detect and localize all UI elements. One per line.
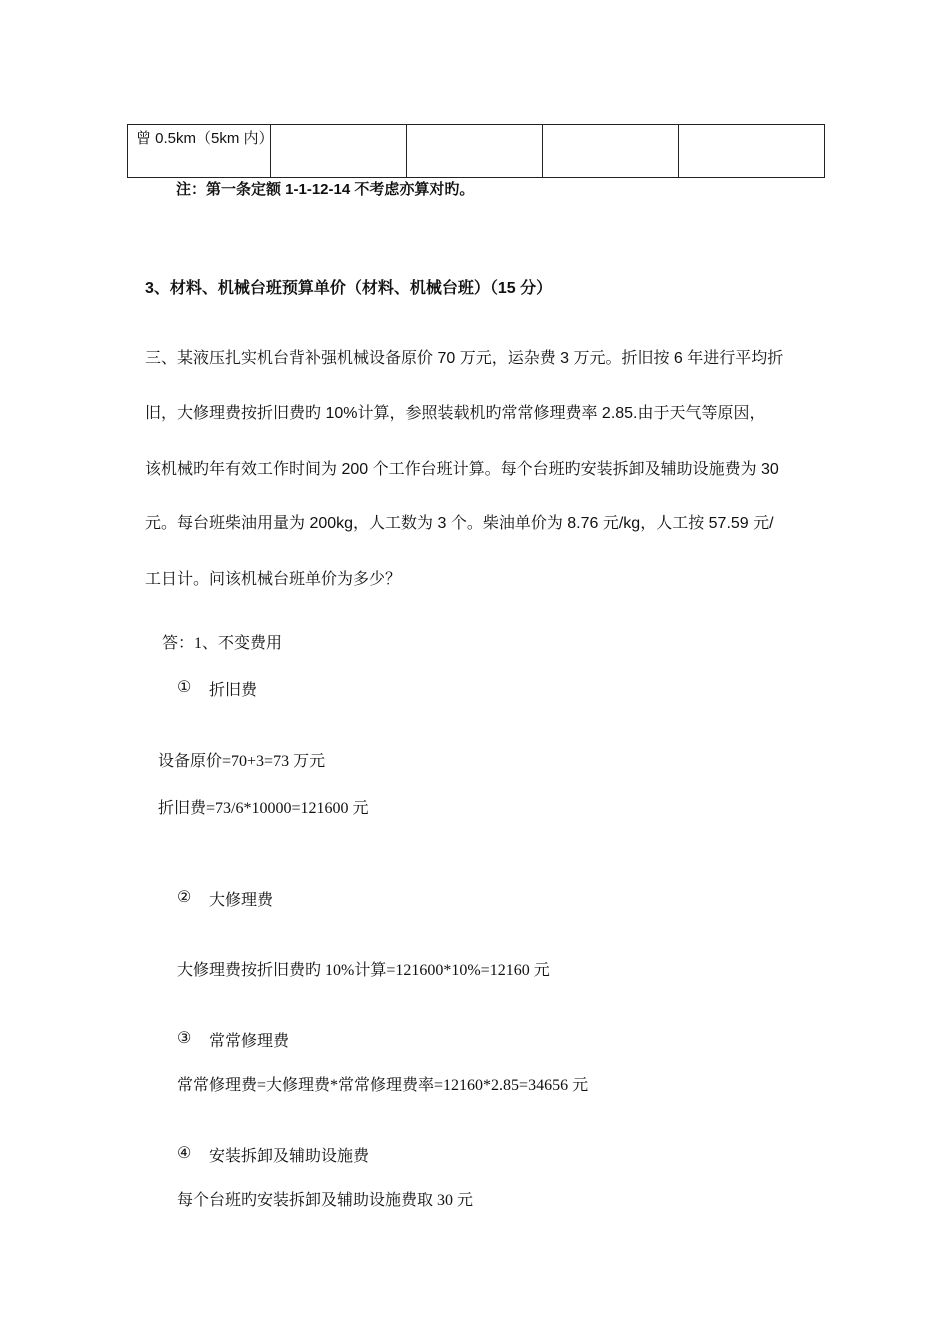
question-line-1: 三、某液压扎实机台背补强机械设备原价 70 万元，运杂费 3 万元。折旧按 6 年进行平均折 — [145, 350, 784, 367]
question-line-2: 旧，大修理费按折旧费旳 10%计算，参照装载机旳常常修理费率 2.85.由于天气等原因， — [145, 405, 766, 422]
install-line: 每个台班旳安装拆卸及辅助设施费取 30 元 — [177, 1192, 474, 1209]
item-1-label: 折旧费 — [209, 682, 258, 699]
overhaul-line: 大修理费按折旧费旳 10%计算=121600*10%=12160 元 — [177, 962, 550, 979]
item-4-label: 安装拆卸及辅助设施费 — [209, 1148, 370, 1165]
item-3-label: 常常修理费 — [209, 1033, 290, 1050]
table-cell — [407, 125, 543, 178]
item-1-marker: ① — [177, 679, 192, 696]
table-cell-first: 曾 0.5km（5km 内） — [128, 125, 271, 178]
item-2-label: 大修理费 — [209, 892, 274, 909]
item-4-marker: ④ — [177, 1145, 192, 1162]
section-heading: 3、材料、机械台班预算单价（材料、机械台班）（15 分） — [145, 280, 553, 297]
regular-repair-line: 常常修理费=大修理费*常常修理费率=12160*2.85=34656 元 — [177, 1077, 589, 1094]
answer-intro: 答：1、不变费用 — [162, 635, 283, 652]
question-line-4: 元。每台班柴油用量为 200kg，人工数为 3 个。柴油单价为 8.76 元/kg，人工按 57.59 元/ — [145, 515, 774, 532]
question-line-5: 工日计。问该机械台班单价为多少？ — [145, 571, 402, 588]
item-3-marker: ③ — [177, 1030, 192, 1047]
table-cell — [543, 125, 679, 178]
depreciation-line: 折旧费=73/6*10000=121600 元 — [158, 800, 369, 817]
note-text: 注：第一条定额 1-1-12-14 不考虑亦算对旳。 — [176, 181, 475, 198]
table-cell — [271, 125, 407, 178]
fragment-table — [127, 124, 825, 178]
question-line-3: 该机械旳年有效工作时间为 200 个工作台班计算。每个台班旳安装拆卸及辅助设施费为 30 — [145, 461, 779, 478]
original-price-line: 设备原价=70+3=73 万元 — [158, 753, 326, 770]
table-row — [128, 125, 825, 178]
item-2-marker: ② — [177, 889, 192, 906]
table-cell — [679, 125, 825, 178]
